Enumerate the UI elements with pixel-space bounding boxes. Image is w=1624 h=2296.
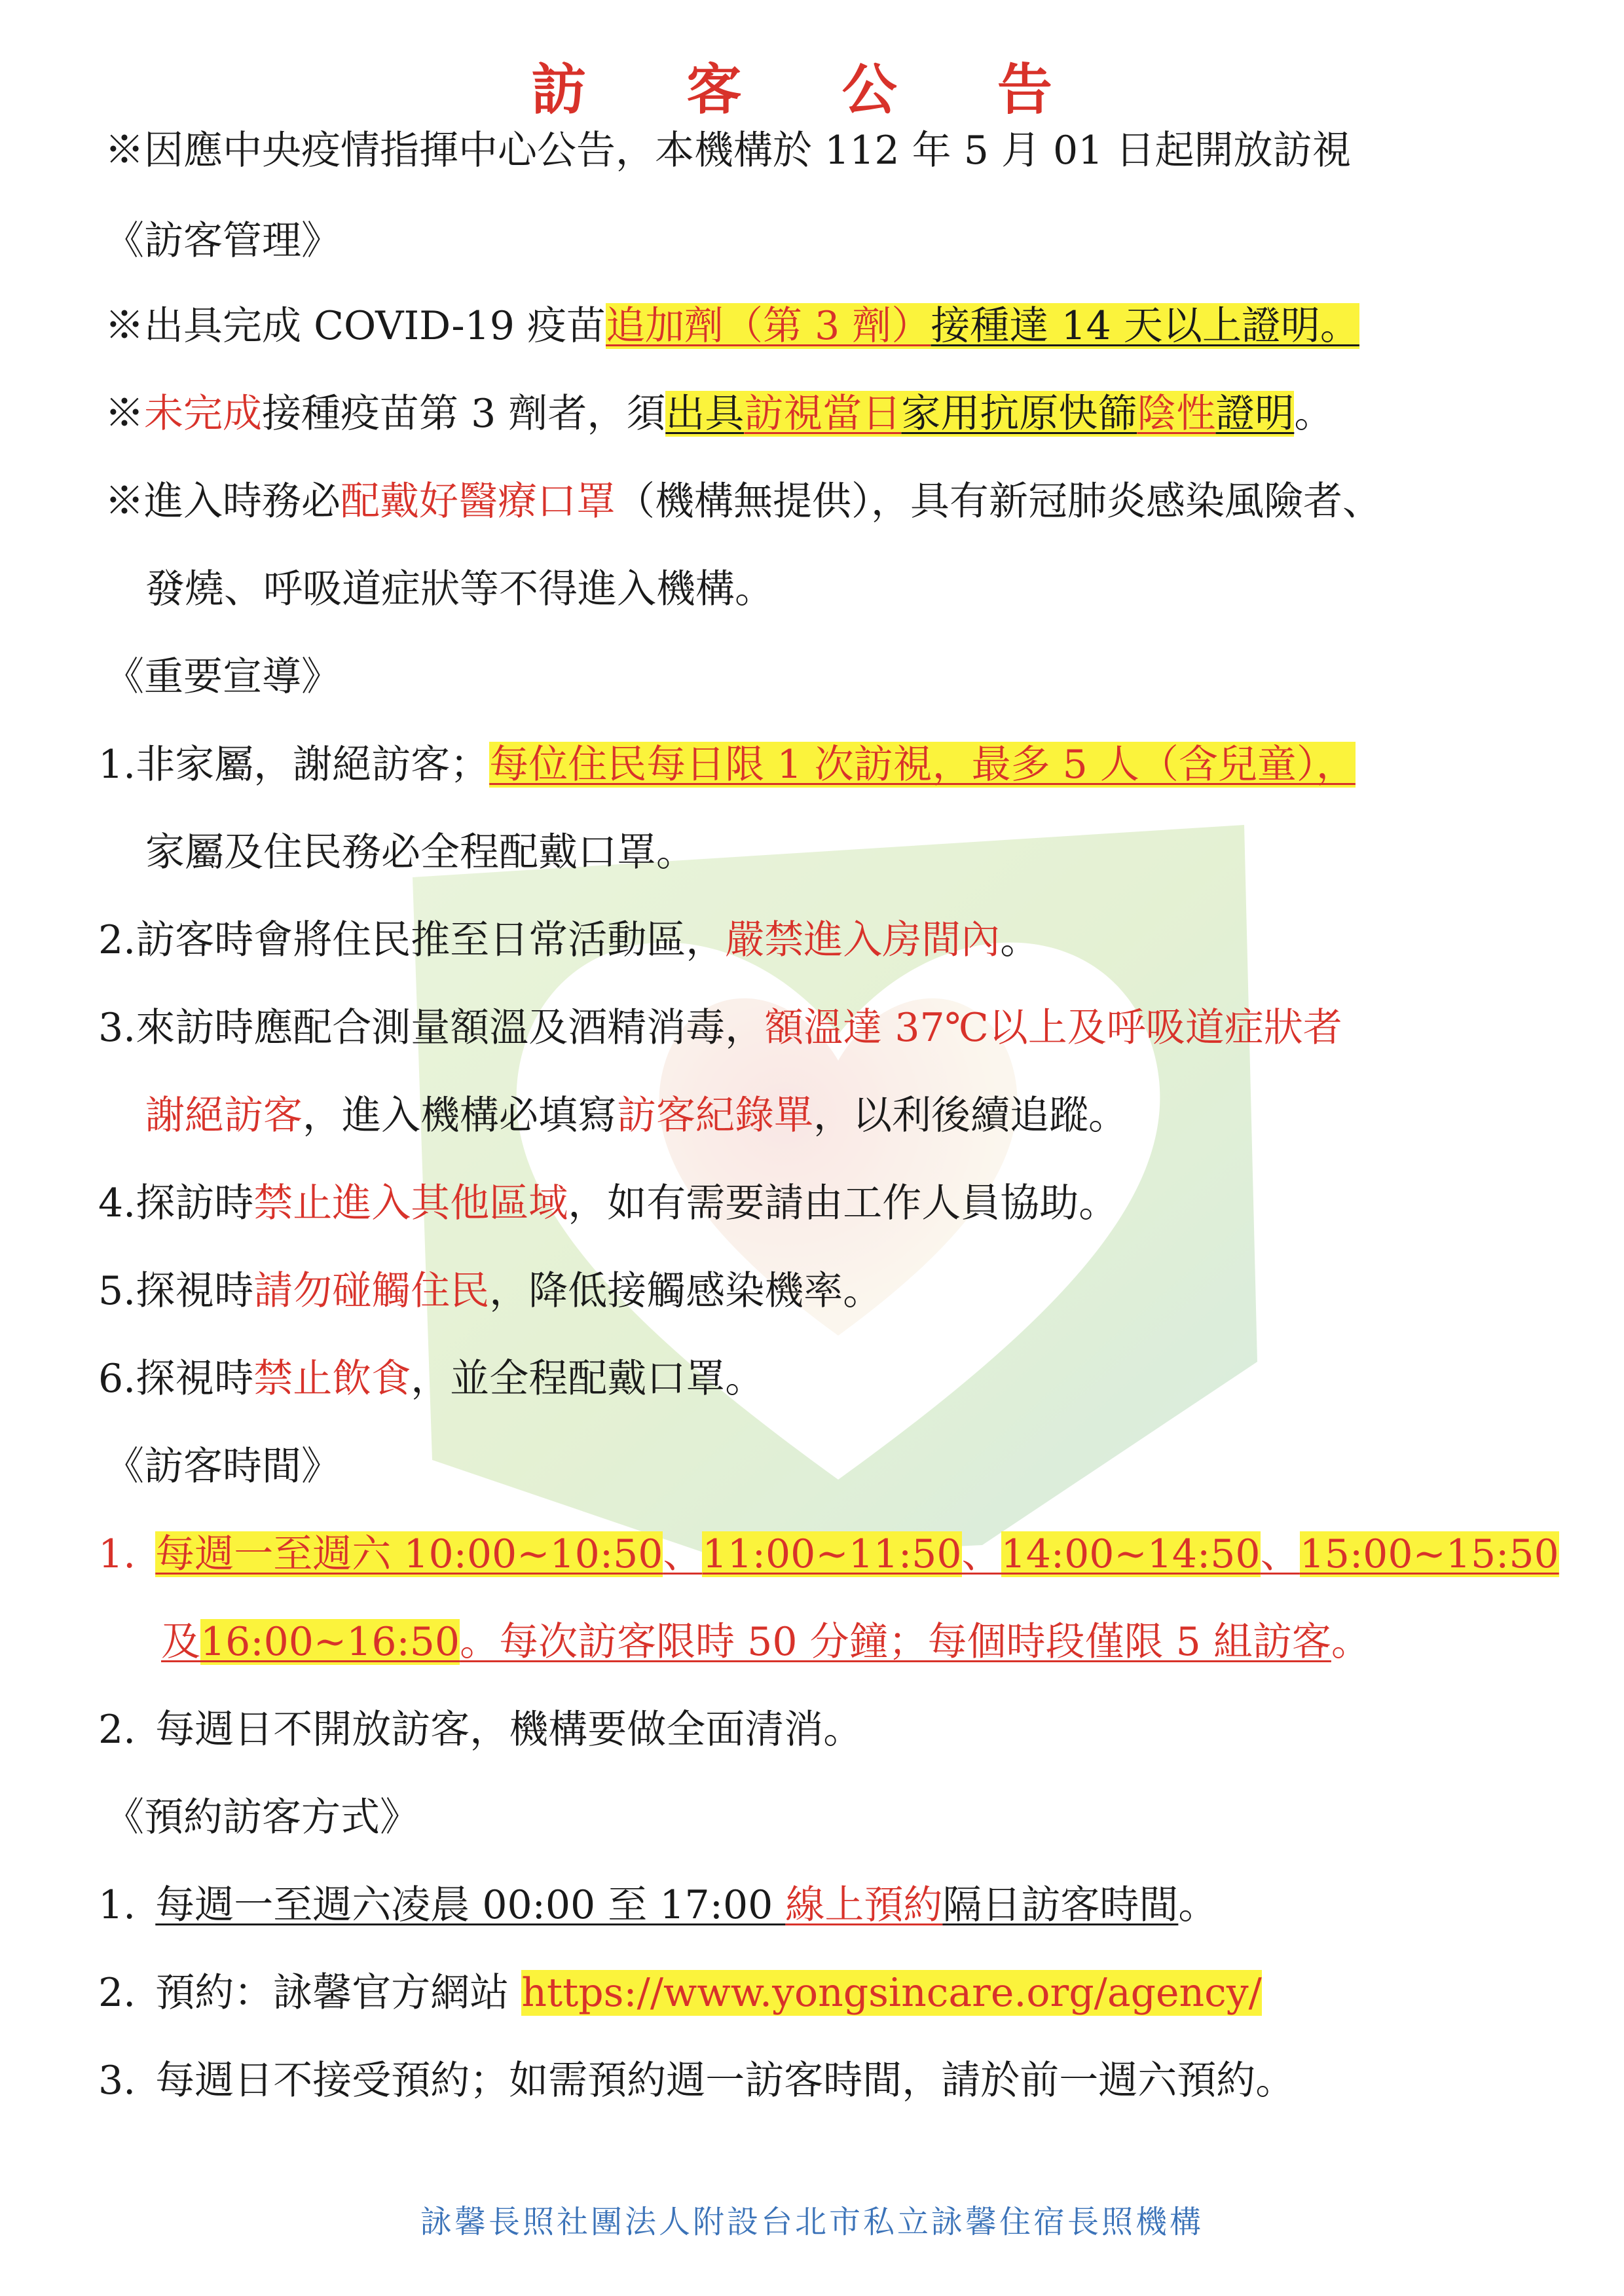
imp3-refuse: 謝絕訪客 (145, 1093, 303, 1139)
booking-item-2 (98, 1967, 1262, 2019)
important-item-2 (98, 914, 1039, 966)
mgmt2-home-test: 家用抗原快篩 (901, 391, 1137, 437)
management-item-1 (105, 300, 1359, 352)
reference-mark: ※ (105, 303, 144, 349)
time1-rules: 。每次訪客限時 50 分鐘；每個時段僅限 5 組訪客 (460, 1619, 1331, 1665)
imp5-no-touch: 請勿碰觸住民 (253, 1268, 490, 1314)
imp1-continued: 家屬及住民務必全程配戴口罩。 (145, 829, 695, 875)
book3-text: 每週日不接受預約；如需預約週一訪客時間，請於前一週六預約。 (155, 2058, 1295, 2104)
time1-slot-1: 每週一至週六 10:00~10:50 (155, 1531, 663, 1577)
imp3-temperature: 額溫達 37℃以上及呼吸道症狀者 (764, 1005, 1342, 1051)
intro-text: 因應中央疫情指揮中心公告，本機構於 112 年 5 月 01 日起開放訪視 (144, 128, 1352, 173)
imp1-text-a: 非家屬，謝絕訪客； (136, 742, 490, 788)
imp3-continued (145, 1089, 1128, 1142)
time1-and: 及 (161, 1619, 200, 1665)
mgmt1-booster: 追加劑（第 3 劑） (606, 303, 931, 349)
imp3-text-a: 來訪時應配合測量額溫及酒精消毒， (136, 1005, 765, 1051)
mgmt2-negative: 陰性 (1137, 391, 1216, 437)
imp3-text-d: ，進入機構必填寫 (303, 1093, 617, 1139)
mgmt2-proof: 證明 (1215, 391, 1295, 437)
important-item-1 (98, 738, 1356, 791)
imp2-no-room: 嚴禁進入房間內 (725, 917, 1001, 963)
book1-end: 。 (1178, 1882, 1218, 1928)
imp3-text-f: ，以利後續追蹤。 (813, 1093, 1128, 1139)
mgmt2-not-completed: 未完成 (144, 391, 262, 437)
mgmt1-proof: 接種達 14 天以上證明。 (931, 303, 1359, 349)
imp4-no-other-area: 禁止進入其他區域 (253, 1180, 568, 1226)
item-number: 6. (98, 1356, 136, 1402)
item-number: 3. (98, 2058, 136, 2104)
management-item-2 (105, 388, 1333, 440)
book1-next-day: 隔日訪客時間 (942, 1882, 1179, 1928)
imp6-text-c: ，並全程配戴口罩。 (411, 1356, 765, 1402)
time1-sep-3: 、 (1260, 1531, 1300, 1577)
booking-item-3 (98, 2054, 1295, 2107)
time1-sep-1: 、 (663, 1531, 703, 1577)
important-item-4 (98, 1177, 1118, 1230)
item-number: 1. (98, 1882, 136, 1928)
item-number: 2. (98, 917, 136, 963)
item-number: 2. (98, 1707, 136, 1753)
book1-time-window: 每週一至週六凌晨 00:00 至 17:00 (155, 1882, 786, 1928)
reference-mark: ※ (105, 391, 144, 437)
item-number: 3. (98, 1005, 136, 1051)
book2-text: 預約：詠馨官方網站 (155, 1970, 522, 2016)
imp4-text-a: 探訪時 (136, 1180, 254, 1226)
mgmt3-mask: 配戴好醫療口罩 (341, 479, 616, 524)
mgmt3-continued: 發燒、呼吸道症狀等不得進入機構。 (145, 566, 774, 612)
important-item-3 (98, 1002, 1342, 1054)
mgmt2-text-b: 接種疫苗第 3 劑者，須 (262, 391, 666, 437)
mgmt2-provide: 出具 (665, 391, 745, 437)
imp4-text-c: ，如有需要請由工作人員協助。 (568, 1180, 1118, 1226)
imp1-visit-limit: 每位住民每日限 1 次訪視，最多 5 人（含兒童）， (489, 742, 1356, 788)
important-item-5 (98, 1265, 882, 1317)
book1-online: 線上預約 (785, 1882, 943, 1928)
item-number: 2. (98, 1970, 136, 2016)
imp6-no-eating: 禁止飲食 (253, 1356, 411, 1402)
imp2-text-a: 訪客時會將住民推至日常活動區， (136, 917, 726, 963)
time1-slot-5: 16:00~16:50 (200, 1619, 460, 1665)
item-number: 1. (98, 1531, 136, 1577)
imp5-text-c: ，降低接觸感染機率。 (489, 1268, 883, 1314)
time1-slot-3: 14:00~14:50 (1001, 1531, 1261, 1577)
section-heading-management: 《訪客管理》 (105, 218, 341, 264)
time2-text: 每週日不開放訪客，機構要做全面清消。 (155, 1707, 863, 1753)
time-item-1 (98, 1528, 1559, 1580)
item-number: 4. (98, 1180, 136, 1226)
time-item-2 (98, 1704, 862, 1756)
reference-mark: ※ (105, 128, 144, 173)
time1-end: 。 (1331, 1619, 1371, 1665)
mgmt2-end: 。 (1294, 391, 1334, 437)
booking-item-1 (98, 1879, 1217, 1931)
section-heading-booking: 《預約訪客方式》 (105, 1795, 419, 1840)
mgmt2-visit-day: 訪視當日 (744, 391, 902, 437)
imp5-text-a: 探視時 (136, 1268, 254, 1314)
mgmt1-text-a: 出具完成 COVID-19 疫苗 (144, 303, 606, 349)
section-heading-important: 《重要宣導》 (105, 654, 341, 700)
heart-watermark-icon (327, 773, 1349, 1571)
footer-organization: 詠馨長照社團法人附設台北市私立詠馨住宿長照機構 (420, 2204, 1204, 2240)
time-item-1-continued (161, 1616, 1371, 1668)
management-item-3 (105, 475, 1382, 528)
imp6-text-a: 探視時 (136, 1356, 254, 1402)
imp3-visitor-log: 訪客紀錄單 (617, 1093, 813, 1139)
time1-slot-2: 11:00~11:50 (702, 1531, 962, 1577)
item-number: 1. (98, 742, 136, 788)
booking-website-link[interactable]: https://www.yongsincare.org/agency/ (521, 1970, 1262, 2016)
page-title: 訪 客 公 告 (531, 57, 1093, 122)
reference-mark: ※ (105, 479, 144, 524)
item-number: 5. (98, 1268, 136, 1314)
time1-sep-2: 、 (961, 1531, 1001, 1577)
time1-slot-4: 15:00~15:50 (1299, 1531, 1559, 1577)
mgmt3-text-a: 進入時務必 (144, 479, 341, 524)
section-heading-time: 《訪客時間》 (105, 1444, 341, 1489)
mgmt3-text-c: （機構無提供），具有新冠肺炎感染風險者、 (616, 479, 1382, 524)
intro-line (105, 124, 1351, 177)
imp2-end: 。 (1000, 917, 1040, 963)
important-item-6 (98, 1353, 764, 1405)
